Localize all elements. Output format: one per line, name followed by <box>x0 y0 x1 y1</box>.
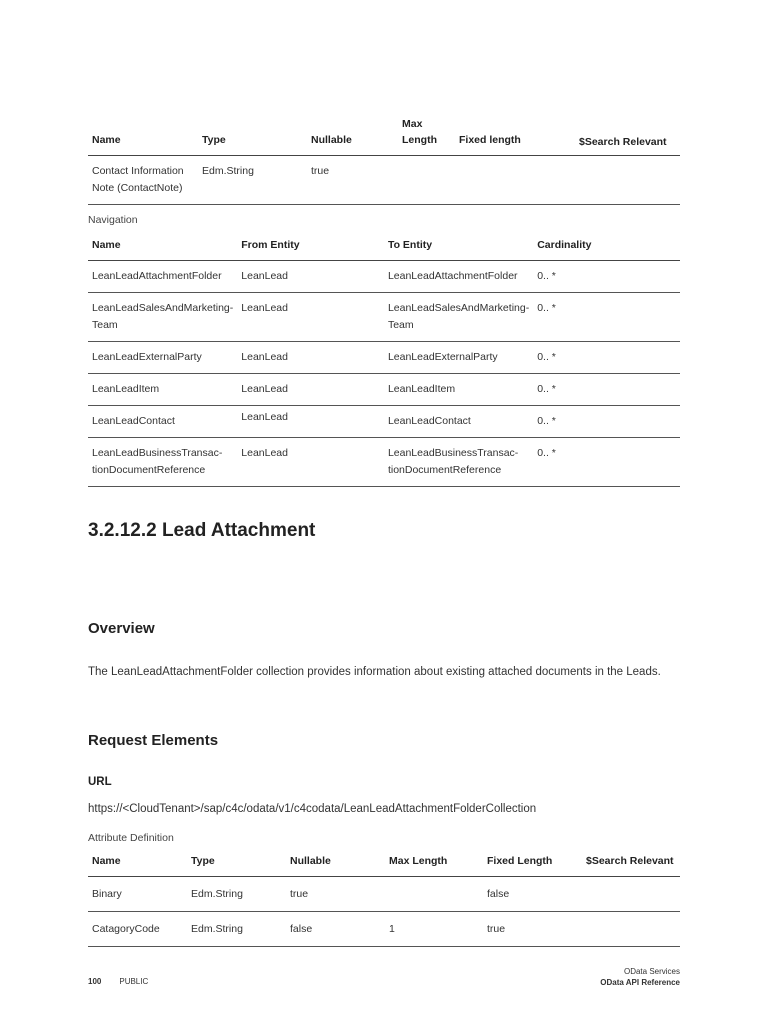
cell-max-length <box>398 156 455 205</box>
name-line: LeanLeadAttachmentFolder <box>92 270 222 282</box>
col-max-length: Max Length <box>402 118 437 146</box>
col-search-relevant: $Search Relevant <box>586 855 674 867</box>
cell-from-entity: LeanLead <box>241 270 288 282</box>
cell-from-entity: LeanLead <box>241 447 288 459</box>
table-row <box>88 261 680 293</box>
col-type: Type <box>191 855 215 867</box>
name-line: LeanLeadContact <box>92 415 175 427</box>
cell-type: Edm.String <box>191 888 243 900</box>
classification-label: PUBLIC <box>119 977 149 986</box>
col-from-entity: From Entity <box>241 239 300 251</box>
table-row <box>88 406 680 438</box>
attribute-table <box>88 850 680 947</box>
name-line: Team <box>92 319 118 331</box>
cell-name <box>88 406 237 438</box>
cell-search-relevant <box>582 912 680 947</box>
col-fixed-length: Fixed length <box>459 134 521 146</box>
col-to-entity: To Entity <box>387 239 433 251</box>
url-heading: URL <box>88 776 112 788</box>
cell-cardinality: 0.. * <box>537 383 556 395</box>
col-search-relevant: $Search Relevant <box>579 136 667 148</box>
cell-cardinality: 0.. * <box>537 447 556 459</box>
name-line: LeanLeadExternalParty <box>92 351 202 363</box>
cell-fixed-length: true <box>487 923 506 935</box>
cell-to-entity <box>384 406 533 438</box>
cell-name: CatagoryCode <box>92 923 160 935</box>
to-line: LeanLeadAttachmentFolder <box>387 270 518 282</box>
cell-from-entity: LeanLead <box>241 351 288 363</box>
url-text: https://<CloudTenant>/sap/c4c/odata/v1/c4codata/LeanLeadAttachmentFolderCollection <box>88 803 537 815</box>
name-line: LeanLeadBusinessTransac- <box>92 447 223 459</box>
doc-title: OData API Reference <box>600 978 680 987</box>
document-page <box>88 0 680 1024</box>
footer-left <box>88 977 148 986</box>
cell-cardinality: 0.. * <box>537 270 556 282</box>
col-fixed-length: Fixed Length <box>487 855 553 867</box>
attribute-rows <box>88 877 680 947</box>
properties-header-row <box>88 112 680 156</box>
col-type: Type <box>202 134 226 146</box>
cell-fixed-length: false <box>487 888 510 900</box>
cell-nullable: true <box>290 888 309 900</box>
table-row <box>88 374 680 406</box>
cell-to-entity <box>384 374 533 406</box>
navigation-table <box>88 233 680 487</box>
navigation-caption: Navigation <box>88 214 138 226</box>
overview-heading: Overview <box>88 620 155 637</box>
cell-cardinality: 0.. * <box>537 302 556 314</box>
table-row <box>88 293 680 342</box>
to-line: LeanLeadItem <box>387 383 456 395</box>
name-line: LeanLeadSalesAndMarketing- <box>92 302 234 314</box>
cell-nullable: true <box>311 165 330 177</box>
to-line: LeanLeadBusinessTransac- <box>387 447 519 459</box>
cell-to-entity <box>384 342 533 374</box>
to-line: LeanLeadSalesAndMarketing- <box>387 302 530 314</box>
page-number: 100 <box>88 977 102 986</box>
cell-name <box>88 293 237 342</box>
col-nullable: Nullable <box>290 855 331 867</box>
to-line: LeanLeadContact <box>387 415 471 427</box>
to-line: tionDocumentReference <box>387 464 502 476</box>
col-name: Name <box>92 239 121 251</box>
footer-right <box>600 966 680 988</box>
request-elements-heading: Request Elements <box>88 732 219 749</box>
table-row <box>88 156 680 205</box>
name-line: Contact Information <box>92 165 184 177</box>
cell-name <box>88 261 237 293</box>
cell-max-length <box>385 877 483 912</box>
col-name: Name <box>92 855 121 867</box>
table-row <box>88 342 680 374</box>
name-line: Note (ContactNote) <box>92 182 183 194</box>
table-row <box>88 877 680 912</box>
cell-name <box>88 374 237 406</box>
cell-name <box>88 342 237 374</box>
table-row <box>88 438 680 487</box>
cell-search-relevant <box>575 156 680 205</box>
name-line: tionDocumentReference <box>92 464 206 476</box>
navigation-header-row <box>88 233 680 261</box>
to-line: Team <box>387 319 414 331</box>
cell-name: Binary <box>92 888 122 900</box>
col-name: Name <box>92 134 121 146</box>
cell-type: Edm.String <box>202 165 254 177</box>
doc-series: OData Services <box>623 967 680 976</box>
cell-max-length: 1 <box>389 923 395 935</box>
attribute-definition-caption: Attribute Definition <box>88 832 174 844</box>
cell-nullable: false <box>290 923 313 935</box>
cell-type: Edm.String <box>191 923 243 935</box>
properties-table <box>88 112 680 205</box>
table-row <box>88 912 680 947</box>
cell-from-entity: LeanLead <box>241 411 288 423</box>
section-title: 3.2.12.2 Lead Attachment <box>88 520 316 541</box>
attribute-header-row <box>88 850 680 877</box>
navigation-rows <box>88 261 680 487</box>
overview-text: The LeanLeadAttachmentFolder collection provides information about existing attached documents in the Leads. <box>88 666 661 678</box>
to-line: LeanLeadExternalParty <box>387 351 498 363</box>
col-cardinality: Cardinality <box>537 239 592 251</box>
cell-name <box>88 156 198 205</box>
cell-search-relevant <box>582 877 680 912</box>
cell-to-entity <box>384 293 533 342</box>
cell-name <box>88 438 237 487</box>
col-nullable: Nullable <box>311 134 352 146</box>
cell-to-entity <box>384 261 533 293</box>
cell-cardinality: 0.. * <box>537 351 556 363</box>
cell-cardinality: 0.. * <box>537 415 556 427</box>
cell-from-entity: LeanLead <box>241 383 288 395</box>
cell-to-entity <box>384 438 533 487</box>
cell-fixed-length <box>455 156 575 205</box>
cell-from-entity: LeanLead <box>241 302 288 314</box>
col-max-length: Max Length <box>389 855 448 867</box>
name-line: LeanLeadItem <box>92 383 160 395</box>
